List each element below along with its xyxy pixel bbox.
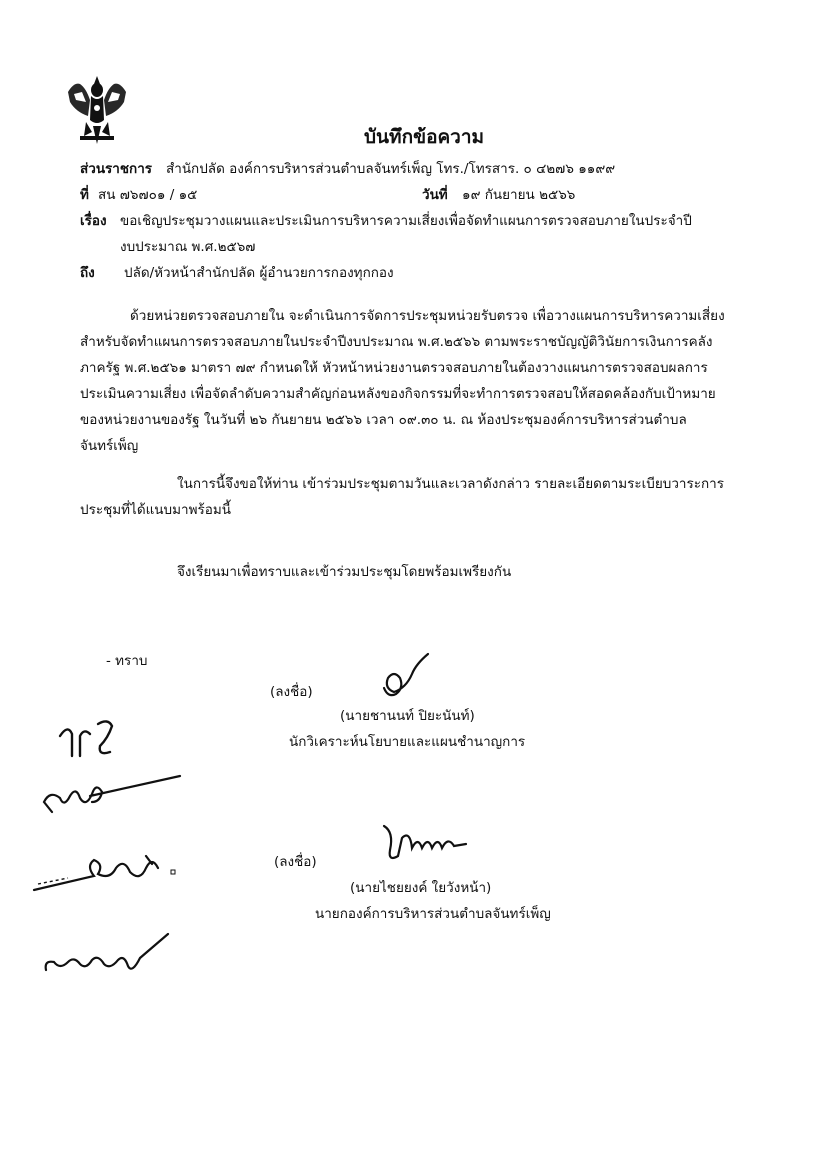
date-label: วันที่ bbox=[422, 187, 448, 203]
subject-line-1: ขอเชิญประชุมวางแผนและประเมินการบริหารความเสี่ยงเพื่อจัดทำแผนการตรวจสอบภายในประจำปี bbox=[120, 213, 692, 229]
signer-2-name: (นายไชยยงค์ ใยวังหน้า) bbox=[350, 880, 492, 896]
page-title: บันทึกข้อความ bbox=[364, 126, 485, 148]
signature-1 bbox=[378, 648, 434, 708]
subject-label: เรื่อง bbox=[80, 213, 107, 229]
date-value: ๑๙ กันยายน ๒๕๖๖ bbox=[462, 187, 576, 203]
body-line: ภาครัฐ พ.ศ.๒๕๖๑ มาตรา ๗๙ กำหนดให้ หัวหน้าหน่วยงานตรวจสอบภายในต้องวางแผนการตรวจสอบผลการ bbox=[80, 360, 708, 376]
body-line: ด้วยหน่วยตรวจสอบภายใน จะดำเนินการจัดการประชุมหน่วยรับตรวจ เพื่อวางแผนการบริหารความเสี่ยง bbox=[130, 308, 725, 324]
to-value: ปลัด/หัวหน้าสำนักปลัด ผู้อำนวยการกองทุกกอง bbox=[124, 265, 394, 281]
sign-label-2: (ลงชื่อ) bbox=[274, 854, 317, 870]
body-line: ประเมินความเสี่ยง เพื่อจัดลำดับความสำคัญก่อนหลังของกิจกรรมที่จะทำการตรวจสอบให้สอดคล้องกับเป้าหมาย bbox=[80, 386, 716, 402]
body-line: ประชุมที่ได้แนบมาพร้อมนี้ bbox=[80, 502, 231, 518]
signature-2 bbox=[374, 820, 470, 866]
body-line: ในการนี้จึงขอให้ท่าน เข้าร่วมประชุมตามวันและเวลาดังกล่าว รายละเอียดตามระเบียบวาระการ bbox=[177, 476, 725, 492]
initials-signature-1 bbox=[54, 712, 126, 762]
body-line: จันทร์เพ็ญ bbox=[80, 438, 139, 454]
ref-value: สน ๗๖๗๐๑ / ๑๕ bbox=[98, 187, 198, 203]
initials-signature-2 bbox=[40, 768, 182, 816]
garuda-emblem bbox=[66, 72, 128, 152]
signer-1-name: (นายชานนท์ ปิยะนันท์) bbox=[340, 708, 475, 724]
sign-label-1: (ลงชื่อ) bbox=[270, 684, 313, 700]
agency-label: ส่วนราชการ bbox=[80, 161, 153, 177]
subject-line-2: งบประมาณ พ.ศ.๒๕๖๗ bbox=[120, 239, 256, 255]
agency-value: สำนักปลัด องค์การบริหารส่วนตำบลจันทร์เพ็ญ โทร./โทรสาร. ๐ ๔๒๗๖ ๑๑๙๙ bbox=[166, 161, 616, 177]
acknowledge-note: - ทราบ bbox=[106, 653, 148, 669]
closing-text: จึงเรียนมาเพื่อทราบและเข้าร่วมประชุมโดยพร้อมเพรียงกัน bbox=[177, 564, 512, 580]
initials-signature-3 bbox=[28, 838, 178, 900]
to-label: ถึง bbox=[80, 265, 95, 281]
signer-2-title: นายกองค์การบริหารส่วนตำบลจันทร์เพ็ญ bbox=[315, 906, 551, 922]
signer-1-title: นักวิเคราะห์นโยบายและแผนชำนาญการ bbox=[289, 734, 526, 750]
ref-label: ที่ bbox=[80, 187, 89, 203]
body-line: ของหน่วยงานของรัฐ ในวันที่ ๒๖ กันยายน ๒๕๖๖ เวลา ๐๙.๓๐ น. ณ ห้องประชุมองค์การบริหารส่วนตำบล bbox=[80, 412, 687, 428]
body-line: สำหรับจัดทำแผนการตรวจสอบภายในประจำปีงบประมาณ พ.ศ.๒๕๖๖ ตามพระราชบัญญัติวินัยการเงินการคลัง bbox=[80, 334, 713, 350]
initials-signature-4 bbox=[40, 930, 170, 980]
